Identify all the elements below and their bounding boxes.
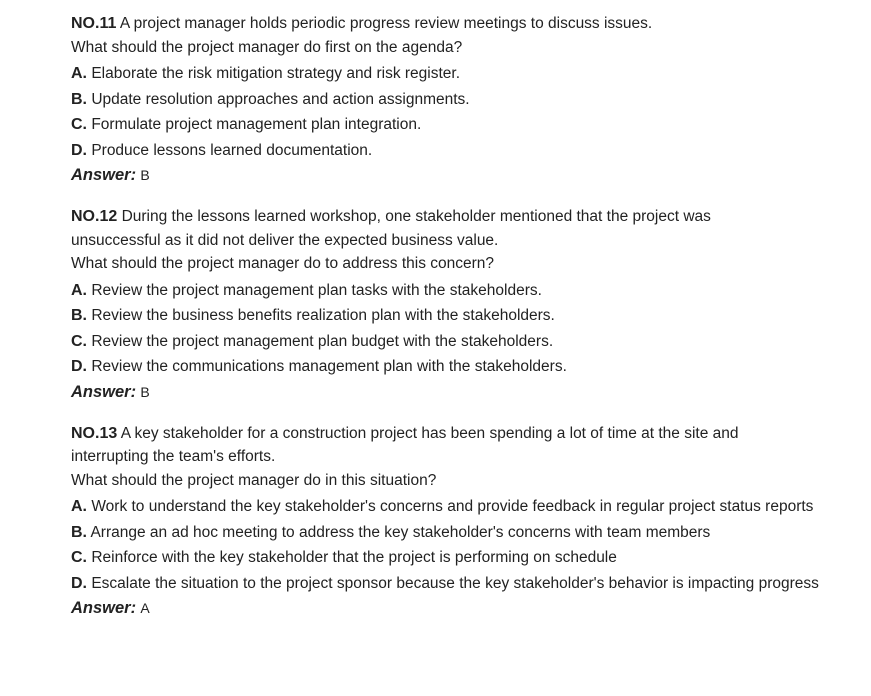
- question-stem: [71, 205, 861, 276]
- option-a: [71, 279, 861, 303]
- option-letter: B.: [71, 307, 87, 324]
- question-stem-line: What should the project manager do in this situation?: [71, 471, 437, 489]
- option-letter: C.: [71, 116, 87, 133]
- option-d: [71, 355, 861, 379]
- question-stem-line: What should the project manager do to address this concern?: [71, 255, 495, 272]
- question-stem-line: A key stakeholder for a construction project has been spending a lot of time at the site and: [120, 424, 739, 442]
- question-stem: [71, 12, 861, 59]
- option-letter: A.: [71, 65, 87, 82]
- option-b: [71, 88, 861, 112]
- option-b: [71, 521, 861, 545]
- answer-label: Answer:: [71, 166, 137, 184]
- option-letter: D.: [71, 141, 87, 159]
- option-d: [71, 139, 861, 163]
- option-letter: B.: [71, 523, 87, 541]
- option-text: Formulate project management plan integration.: [91, 116, 422, 133]
- answer-value: A: [140, 600, 150, 616]
- option-a: [71, 62, 861, 86]
- question-number: NO.12: [71, 208, 118, 225]
- answer-line: [71, 164, 861, 187]
- question-stem-line: What should the project manager do first on the agenda?: [71, 38, 463, 56]
- option-text: Elaborate the risk mitigation strategy and risk register.: [91, 65, 461, 82]
- option-text: Review the communications management plan with the stakeholders.: [91, 358, 567, 375]
- option-letter: D.: [71, 574, 87, 592]
- option-letter: D.: [71, 358, 87, 375]
- question-stem: [71, 422, 861, 493]
- option-text: Update resolution approaches and action assignments.: [91, 90, 470, 108]
- option-text: Escalate the situation to the project sponsor because the key stakeholder's behavior is impacting progress: [91, 574, 819, 592]
- option-letter: C.: [71, 549, 87, 566]
- option-text: Arrange an ad hoc meeting to address the key stakeholder's concerns with team members: [90, 523, 711, 541]
- option-text: Reinforce with the key stakeholder that the project is performing on schedule: [91, 549, 617, 566]
- option-a: [71, 495, 861, 519]
- answer-value: B: [140, 167, 150, 183]
- question-13: [71, 422, 861, 621]
- option-d: [71, 572, 861, 596]
- option-text: Review the project management plan budget with the stakeholders.: [91, 332, 554, 350]
- option-text: Review the project management plan tasks with the stakeholders.: [91, 281, 542, 299]
- question-number: NO.13: [71, 424, 118, 442]
- option-letter: C.: [71, 332, 87, 350]
- question-12: [71, 205, 861, 404]
- question-number: NO.11: [71, 15, 117, 32]
- answer-value: B: [140, 383, 150, 400]
- option-c: [71, 330, 861, 354]
- option-text: Review the business benefits realization plan with the stakeholders.: [91, 307, 555, 324]
- document-page: [71, 12, 861, 638]
- answer-label: Answer:: [71, 382, 137, 401]
- option-text: Work to understand the key stakeholder's concerns and provide feedback in regular project status reports: [91, 498, 814, 515]
- answer-line: [71, 597, 861, 620]
- option-letter: A.: [71, 498, 87, 515]
- question-11: [71, 12, 861, 187]
- question-stem-line: interrupting the team's efforts.: [71, 448, 276, 465]
- question-stem-line: During the lessons learned workshop, one stakeholder mentioned that the project was: [121, 208, 711, 225]
- question-stem-line: unsuccessful as it did not deliver the expected business value.: [71, 231, 499, 249]
- option-letter: A.: [71, 281, 87, 299]
- option-letter: B.: [71, 90, 87, 108]
- option-text: Produce lessons learned documentation.: [91, 141, 373, 159]
- option-b: [71, 304, 861, 328]
- answer-label: Answer:: [71, 599, 137, 617]
- answer-line: [71, 381, 861, 404]
- option-c: [71, 113, 861, 137]
- option-c: [71, 546, 861, 570]
- question-stem-line: A project manager holds periodic progress review meetings to discuss issues.: [119, 15, 653, 32]
